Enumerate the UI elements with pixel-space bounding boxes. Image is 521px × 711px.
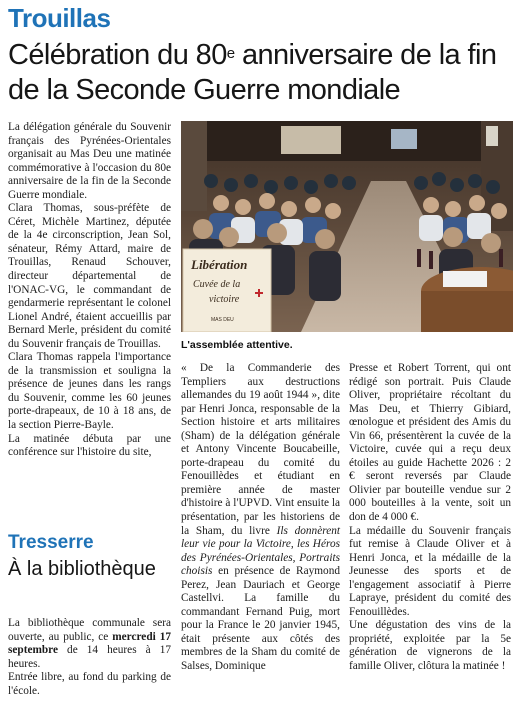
article-column-3 <box>349 362 511 674</box>
brief-date: mercredi 17 septembre <box>8 630 171 657</box>
banner-line-2: Cuvée de la <box>193 279 241 290</box>
book-title: Ils donnèrent leur vie pour la Victoire, les Héros des Pyrénées-Orientales, Portraits choisis <box>181 524 340 578</box>
headline-part1: Célébration du 80 <box>8 39 227 71</box>
headline-superscript: e <box>226 45 235 62</box>
section-kicker: Trouillas <box>8 3 111 33</box>
brief-paragraph-2: Entrée libre, au fond du parking de l'école. <box>8 671 171 697</box>
assembly-photo <box>181 121 513 332</box>
brief-headline: À la bibliothèque <box>8 558 156 580</box>
paragraph-intro: La délégation générale du Souvenir français des Pyrénées-Orientales organisait au Mas Deu une matinée commémorative à l'occasion du 80e anniversaire de la fin de la Seconde Guerre mondiale. <box>8 121 171 201</box>
paragraph-transmission: Clara Thomas rappela l'importance de la transmission et souligna la présence de jeunes dans les rangs du Souvenir, comme les 60 jeunes porte-drapeaux, de 10 à 18 ans, de la section Pierre-Bayle. <box>8 351 171 432</box>
banner-small: MAS DEU <box>211 317 234 323</box>
banner-title: Libération <box>191 257 248 272</box>
article-headline <box>8 38 513 108</box>
brief-text-a: La bibliothèque communale sera ouverte, au public, ce <box>8 617 171 643</box>
paragraph-wine: Presse et Robert Torrent, qui ont rédigé son portrait. Puis Claude Oliver, propriétaire récoltant du Mas Deu, et Thierry Gibiard, œnologue et président des Amis du Vin 66, présentèrent la cuvée de la Victoire, cuvée qui a reçu deux étoiles au guide Hachette 2026 : 2 € seront reversés par Claude Olivier par bouteille vendue sur 2 000 bouteilles à la vente, soit un don de 4 000 €. <box>349 362 511 524</box>
paragraph-guests: Clara Thomas, sous-préfète de Céret, Michèle Martinez, députée de la 4e circonscription, Jean Sol, sénateur, Rémy Attard, maire de Trouillas, Renaud Schouver, directeur départemental de l'ONAC-VG, le commandant de gendarmerie représentant le colonel Lionel André, étaient accueillis par Bernard Merle, président du comité du Souvenir français de Trouillas. <box>8 202 171 350</box>
paragraph-tasting: Une dégustation des vins de la propriété, exploitée par la 5e génération de vignerons de la famille Oliver, clôtura la matinée ! <box>349 619 511 673</box>
text-family: en présence de Raymond Perez, Jean Dauriach et George Castellvi. La famille du commandant Fernand Puig, mort pour la France le 20 janvier 1945, était présente aux côtés des membres de la Sham du comité de Salses, Dominique <box>181 565 340 673</box>
brief-paragraph-1 <box>8 617 171 671</box>
article-column-2 <box>181 362 340 674</box>
paragraph-conference: La matinée débuta par une conférence sur l'histoire du site, <box>8 432 171 459</box>
assembly-photo-illustration <box>181 121 513 332</box>
article-column-1 <box>8 121 171 460</box>
headline-part2: anniversaire de la fin de la Seconde Guerre mondiale <box>8 39 497 106</box>
photo-caption: L'assemblée attentive. <box>181 339 293 351</box>
paragraph-medal: La médaille du Souvenir français fut remise à Claude Oliver et à Henri Jonca, et la médaille de la Jeunesse des sports et de l'engagement associatif à Pierre Lapraye, président du comité des Fenouillèdes. <box>349 524 511 618</box>
brief-kicker: Tresserre <box>8 532 94 553</box>
banner-line-3: victoire <box>209 294 240 305</box>
paragraph-conference-cont <box>181 362 340 674</box>
brief-body <box>8 617 171 698</box>
brief-text-b: de 14 heures à 17 heures. <box>8 644 171 670</box>
text-conference: « De la Commanderie des Templiers aux destructions allemandes du 19 août 1944 », dite par Henri Jonca, responsable de la Section histoire et arts militaires (Sham) de la délégation générale et Antony Vincente Boucabeille, porte-drapeau du comité du Fenouillèdes et étudiant en première année de master d'histoire à l'UPVD. Vint ensuite la présentation, par les historiens de la Sham, du livre <box>181 362 340 537</box>
